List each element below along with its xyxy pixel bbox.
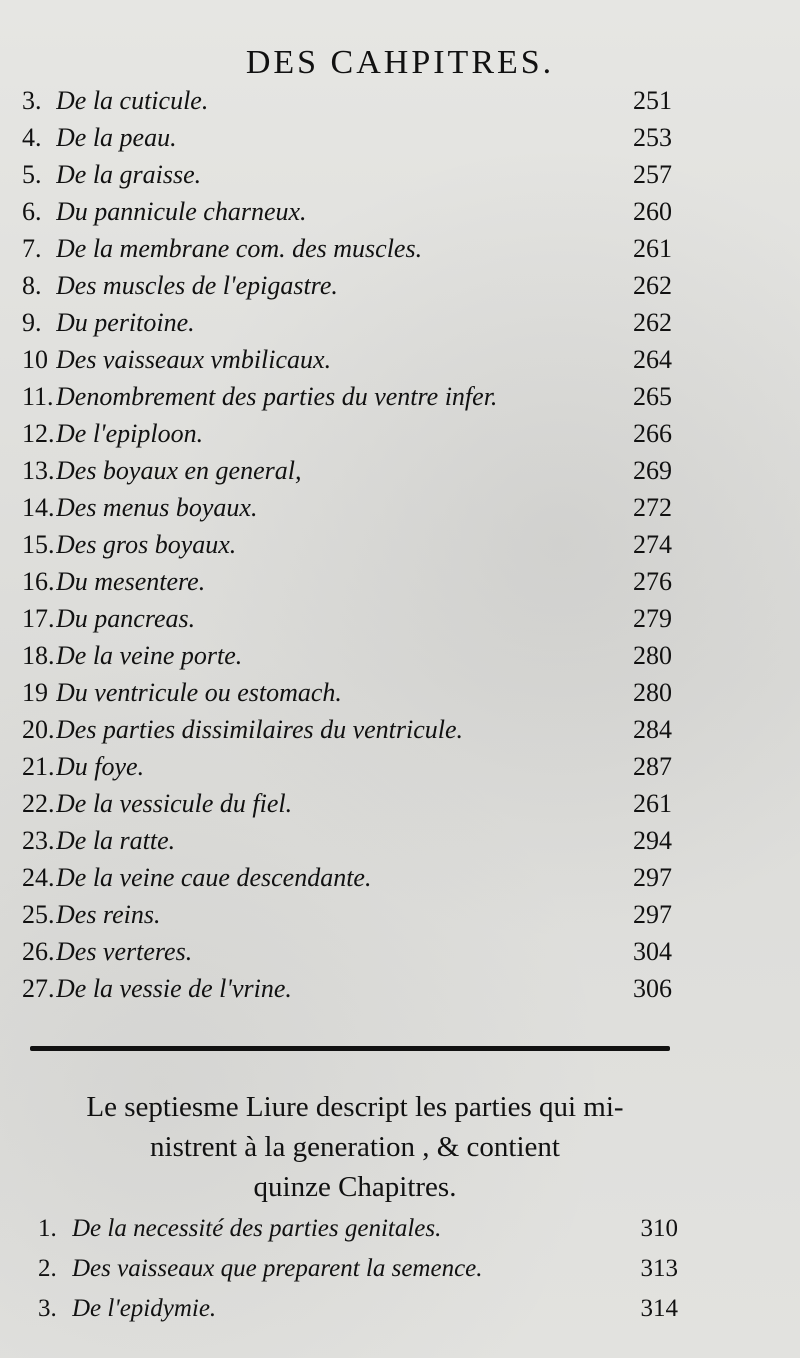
page-number: 287 bbox=[633, 752, 672, 781]
chapter-title: De la necessité des parties genitales. bbox=[72, 1215, 442, 1242]
toc-row bbox=[22, 789, 672, 826]
chapter-title: Des gros boyaux. bbox=[56, 530, 237, 559]
chapter-number: 15. bbox=[22, 530, 55, 559]
page-number: 260 bbox=[633, 197, 672, 226]
page-number: 257 bbox=[633, 160, 672, 189]
chapter-title: Du foye. bbox=[56, 752, 145, 781]
page-number: 294 bbox=[633, 826, 672, 855]
chapter-title: Des vaisseaux que preparent la semence. bbox=[72, 1255, 483, 1282]
toc-row bbox=[22, 123, 672, 160]
toc-row bbox=[22, 863, 672, 900]
chapter-number: 25. bbox=[22, 900, 55, 929]
page-number: 266 bbox=[633, 419, 672, 448]
chapter-title: De l'epidymie. bbox=[72, 1295, 217, 1322]
book-seven-heading bbox=[0, 1087, 710, 1207]
toc-row bbox=[22, 752, 672, 789]
page-number: 251 bbox=[633, 86, 672, 115]
chapter-number: 7. bbox=[22, 234, 42, 263]
chapter-title: De la ratte. bbox=[56, 826, 176, 855]
chapter-title: Du mesentere. bbox=[56, 567, 206, 596]
toc-row bbox=[22, 493, 672, 530]
page-number: 272 bbox=[633, 493, 672, 522]
page-number: 297 bbox=[633, 900, 672, 929]
toc-row bbox=[22, 234, 672, 271]
page-number: 306 bbox=[633, 974, 672, 1003]
chapter-number: 26. bbox=[22, 937, 55, 966]
chapter-number: 24. bbox=[22, 863, 55, 892]
toc-row bbox=[22, 567, 672, 604]
toc-row bbox=[22, 974, 672, 1011]
chapter-title: De la graisse. bbox=[56, 160, 202, 189]
heading-line: nistrent à la generation , & contient bbox=[150, 1131, 560, 1163]
chapter-number: 22. bbox=[22, 789, 55, 818]
toc-row bbox=[22, 308, 672, 345]
chapter-title: Des reins. bbox=[56, 900, 161, 929]
page-number: 280 bbox=[633, 678, 672, 707]
page-number: 261 bbox=[633, 789, 672, 818]
toc-row bbox=[22, 160, 672, 197]
chapter-title: De la cuticule. bbox=[56, 86, 209, 115]
chapter-title: De la veine caue descendante. bbox=[56, 863, 372, 892]
page-number: 280 bbox=[633, 641, 672, 670]
toc-row bbox=[22, 641, 672, 678]
toc-row bbox=[22, 456, 672, 493]
toc-row bbox=[22, 382, 672, 419]
chapter-title: Des muscles de l'epigastre. bbox=[56, 271, 338, 300]
chapter-title: De la vessie de l'vrine. bbox=[56, 974, 292, 1003]
chapter-number: 19 bbox=[22, 678, 48, 707]
chapter-title: Denombrement des parties du ventre infer. bbox=[56, 382, 498, 411]
chapter-number: 20. bbox=[22, 715, 55, 744]
chapter-list bbox=[0, 86, 672, 1011]
chapter-title: Du pancreas. bbox=[56, 604, 196, 633]
page-number: 265 bbox=[633, 382, 672, 411]
page-number: 264 bbox=[633, 345, 672, 374]
chapter-number: 23. bbox=[22, 826, 55, 855]
page-number: 279 bbox=[633, 604, 672, 633]
chapter-number: 5. bbox=[22, 160, 42, 189]
chapter-number: 16. bbox=[22, 567, 55, 596]
toc-row bbox=[22, 197, 672, 234]
chapter-title: De l'epiploon. bbox=[56, 419, 204, 448]
page-number: 314 bbox=[640, 1295, 678, 1322]
page-number: 253 bbox=[633, 123, 672, 152]
chapter-number: 4. bbox=[22, 123, 42, 152]
chapter-number: 12. bbox=[22, 419, 55, 448]
chapter-number: 3. bbox=[22, 86, 42, 115]
toc-row bbox=[22, 86, 672, 123]
chapter-number: 6. bbox=[22, 197, 42, 226]
page-number: 262 bbox=[633, 308, 672, 337]
toc-row bbox=[38, 1215, 678, 1255]
running-header: DES CAHPITRES. bbox=[245, 44, 555, 81]
page-number: 274 bbox=[633, 530, 672, 559]
page-number: 269 bbox=[633, 456, 672, 485]
chapter-title: De la vessicule du fiel. bbox=[56, 789, 293, 818]
chapter-number: 10 bbox=[22, 345, 48, 374]
toc-row bbox=[22, 604, 672, 641]
chapter-number: 27. bbox=[22, 974, 55, 1003]
page-number: 262 bbox=[633, 271, 672, 300]
toc-row bbox=[22, 900, 672, 937]
toc-row bbox=[22, 715, 672, 752]
chapter-title: Des boyaux en general, bbox=[56, 456, 302, 485]
chapter-number: 9. bbox=[22, 308, 42, 337]
page-number: 276 bbox=[633, 567, 672, 596]
chapter-number: 18. bbox=[22, 641, 55, 670]
toc-row bbox=[22, 419, 672, 456]
chapter-number: 2. bbox=[38, 1255, 57, 1282]
page-number: 284 bbox=[633, 715, 672, 744]
chapter-title: Des parties dissimilaires du ventricule. bbox=[56, 715, 464, 744]
chapter-title: Du peritoine. bbox=[56, 308, 195, 337]
chapter-number: 13. bbox=[22, 456, 55, 485]
chapter-number: 8. bbox=[22, 271, 42, 300]
page-number: 297 bbox=[633, 863, 672, 892]
chapter-list-book-seven bbox=[0, 1215, 678, 1335]
toc-row bbox=[38, 1255, 678, 1295]
toc-row bbox=[22, 937, 672, 974]
chapter-number: 1. bbox=[38, 1215, 57, 1242]
chapter-number: 17. bbox=[22, 604, 55, 633]
chapter-title: Du pannicule charneux. bbox=[56, 197, 307, 226]
chapter-title: De la veine porte. bbox=[56, 641, 243, 670]
toc-row bbox=[22, 826, 672, 863]
chapter-number: 14. bbox=[22, 493, 55, 522]
section-divider bbox=[30, 1046, 670, 1051]
chapter-title: De la peau. bbox=[56, 123, 177, 152]
page-number: 313 bbox=[640, 1255, 678, 1282]
heading-line: Le septiesme Liure descript les parties qui mi- bbox=[86, 1091, 624, 1123]
page-number: 261 bbox=[633, 234, 672, 263]
page-number: 310 bbox=[640, 1215, 678, 1242]
toc-row bbox=[22, 345, 672, 382]
chapter-number: 11. bbox=[22, 382, 54, 411]
heading-line: quinze Chapitres. bbox=[253, 1171, 457, 1203]
page-number: 304 bbox=[633, 937, 672, 966]
chapter-number: 21. bbox=[22, 752, 55, 781]
toc-row bbox=[22, 271, 672, 308]
toc-row bbox=[38, 1295, 678, 1335]
chapter-title: Du ventricule ou estomach. bbox=[56, 678, 342, 707]
toc-row bbox=[22, 530, 672, 567]
chapter-title: Des vaisseaux vmbilicaux. bbox=[56, 345, 332, 374]
chapter-title: Des verteres. bbox=[56, 937, 193, 966]
chapter-title: Des menus boyaux. bbox=[56, 493, 258, 522]
chapter-title: De la membrane com. des muscles. bbox=[56, 234, 423, 263]
toc-row bbox=[22, 678, 672, 715]
chapter-number: 3. bbox=[38, 1295, 57, 1322]
